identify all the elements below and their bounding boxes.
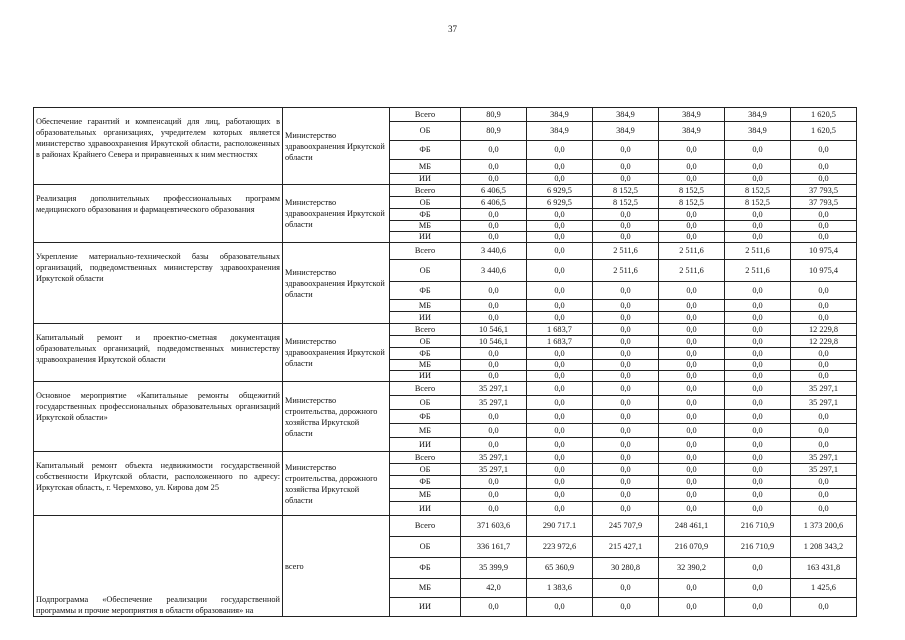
- amount-cell: 384,9: [725, 122, 791, 141]
- amount-cell: 384,9: [527, 108, 593, 122]
- amount-cell: 0,0: [461, 360, 527, 371]
- amount-cell: 1 620,5: [791, 122, 857, 141]
- funding-source: ФБ: [390, 476, 461, 489]
- amount-cell: 248 461,1: [659, 516, 725, 537]
- amount-cell: 384,9: [659, 108, 725, 122]
- amount-cell: 0,0: [461, 348, 527, 360]
- amount-cell: 0,0: [593, 360, 659, 371]
- funding-source: ФБ: [390, 209, 461, 221]
- amount-cell: 0,0: [461, 300, 527, 312]
- amount-cell: 0,0: [527, 282, 593, 300]
- amount-cell: 0,0: [461, 598, 527, 617]
- amount-cell: 0,0: [593, 598, 659, 617]
- amount-cell: 1 683,7: [527, 336, 593, 348]
- amount-cell: 0,0: [593, 452, 659, 464]
- table-row: [34, 243, 857, 260]
- amount-cell: 0,0: [461, 174, 527, 185]
- amount-cell: 0,0: [593, 174, 659, 185]
- funding-source: Всего: [390, 324, 461, 336]
- amount-cell: 0,0: [725, 312, 791, 324]
- amount-cell: 1 383,6: [527, 579, 593, 598]
- funding-source: МБ: [390, 221, 461, 232]
- responsible-executor: Министерство строительства, дорожного хозяйства Иркутской области: [283, 452, 390, 516]
- amount-cell: 0,0: [593, 348, 659, 360]
- amount-cell: 0,0: [791, 424, 857, 438]
- amount-cell: 0,0: [527, 452, 593, 464]
- amount-cell: 0,0: [461, 489, 527, 502]
- amount-cell: 0,0: [725, 489, 791, 502]
- amount-cell: 35 297,1: [461, 396, 527, 410]
- amount-cell: 0,0: [527, 424, 593, 438]
- funding-source: ОБ: [390, 537, 461, 558]
- amount-cell: 0,0: [659, 489, 725, 502]
- amount-cell: 0,0: [659, 174, 725, 185]
- amount-cell: 80,9: [461, 108, 527, 122]
- amount-cell: 0,0: [725, 382, 791, 396]
- amount-cell: 0,0: [461, 160, 527, 174]
- amount-cell: 35 297,1: [461, 452, 527, 464]
- funding-source: ИИ: [390, 502, 461, 516]
- amount-cell: 0,0: [593, 382, 659, 396]
- table-row: [34, 516, 857, 537]
- amount-cell: 163 431,8: [791, 558, 857, 579]
- amount-cell: 0,0: [659, 438, 725, 452]
- amount-cell: 10 546,1: [461, 324, 527, 336]
- funding-source: МБ: [390, 160, 461, 174]
- amount-cell: 2 511,6: [659, 260, 725, 282]
- amount-cell: 0,0: [791, 371, 857, 382]
- amount-cell: 0,0: [593, 300, 659, 312]
- amount-cell: 0,0: [527, 312, 593, 324]
- funding-source: ФБ: [390, 348, 461, 360]
- amount-cell: 0,0: [725, 476, 791, 489]
- amount-cell: 215 427,1: [593, 537, 659, 558]
- amount-cell: 216 070,9: [659, 537, 725, 558]
- amount-cell: 0,0: [725, 232, 791, 243]
- amount-cell: 2 511,6: [725, 243, 791, 260]
- amount-cell: 42,0: [461, 579, 527, 598]
- amount-cell: 0,0: [725, 360, 791, 371]
- amount-cell: 6 929,5: [527, 185, 593, 197]
- funding-source: ФБ: [390, 282, 461, 300]
- amount-cell: 0,0: [659, 410, 725, 424]
- amount-cell: 1 373 200,6: [791, 516, 857, 537]
- amount-cell: 0,0: [461, 502, 527, 516]
- funding-source: ИИ: [390, 232, 461, 243]
- amount-cell: 2 511,6: [593, 260, 659, 282]
- amount-cell: 0,0: [725, 438, 791, 452]
- amount-cell: 0,0: [527, 438, 593, 452]
- amount-cell: 0,0: [791, 282, 857, 300]
- amount-cell: 0,0: [593, 312, 659, 324]
- funding-source: ФБ: [390, 141, 461, 160]
- amount-cell: 35 297,1: [791, 452, 857, 464]
- amount-cell: 0,0: [791, 312, 857, 324]
- amount-cell: 0,0: [725, 558, 791, 579]
- amount-cell: 0,0: [527, 232, 593, 243]
- amount-cell: 0,0: [527, 464, 593, 476]
- funding-source: ФБ: [390, 410, 461, 424]
- funding-source: ОБ: [390, 122, 461, 141]
- amount-cell: 0,0: [593, 232, 659, 243]
- amount-cell: 35 399,9: [461, 558, 527, 579]
- amount-cell: 0,0: [461, 141, 527, 160]
- measure-description: Капитальный ремонт и проектно-сметная документация образовательных организаций, подведомственных министерству здравоохранения Иркутской области: [34, 324, 283, 382]
- funding-source: ОБ: [390, 464, 461, 476]
- funding-source: МБ: [390, 424, 461, 438]
- amount-cell: 0,0: [659, 348, 725, 360]
- amount-cell: 0,0: [659, 464, 725, 476]
- amount-cell: 30 280,8: [593, 558, 659, 579]
- responsible-executor: Министерство здравоохранения Иркутской области: [283, 185, 390, 243]
- amount-cell: 12 229,8: [791, 324, 857, 336]
- amount-cell: 0,0: [725, 348, 791, 360]
- amount-cell: 0,0: [593, 160, 659, 174]
- amount-cell: 6 406,5: [461, 197, 527, 209]
- amount-cell: 0,0: [593, 424, 659, 438]
- amount-cell: 0,0: [593, 579, 659, 598]
- measure-description: Основное мероприятие «Капитальные ремонты общежитий государственных профессиональных образовательных организаций Иркутской области»: [34, 382, 283, 452]
- amount-cell: 0,0: [593, 324, 659, 336]
- amount-cell: 0,0: [659, 382, 725, 396]
- funding-source: ИИ: [390, 371, 461, 382]
- funding-source: ОБ: [390, 260, 461, 282]
- amount-cell: 0,0: [791, 300, 857, 312]
- measure-description: Укрепление материально-технической базы образовательных организаций, подведомственных министерству здравоохранения Иркутской области: [34, 243, 283, 324]
- amount-cell: 12 229,8: [791, 336, 857, 348]
- funding-source: Всего: [390, 452, 461, 464]
- page-number: 37: [448, 24, 457, 34]
- amount-cell: 32 390,2: [659, 558, 725, 579]
- amount-cell: 0,0: [527, 410, 593, 424]
- amount-cell: 0,0: [461, 282, 527, 300]
- amount-cell: 384,9: [527, 122, 593, 141]
- measure-description: Обеспечение гарантий и компенсаций для лиц, работающих в образовательных организациях, учредителем которых является министерство здравоохранения Иркутской области, расположенных в районах Крайнего Севера и приравненных к ним местностях: [34, 108, 283, 185]
- amount-cell: 35 297,1: [791, 396, 857, 410]
- amount-cell: 0,0: [659, 300, 725, 312]
- amount-cell: 0,0: [461, 410, 527, 424]
- amount-cell: 0,0: [659, 360, 725, 371]
- amount-cell: 0,0: [527, 382, 593, 396]
- amount-cell: 0,0: [527, 476, 593, 489]
- amount-cell: 0,0: [593, 336, 659, 348]
- amount-cell: 8 152,5: [659, 185, 725, 197]
- measure-description: Реализация дополнительных профессиональных программ медицинского образования и фармацевтического образования: [34, 185, 283, 243]
- amount-cell: 1 425,6: [791, 579, 857, 598]
- table-row: [34, 452, 857, 464]
- amount-cell: 0,0: [527, 300, 593, 312]
- amount-cell: 1 683,7: [527, 324, 593, 336]
- amount-cell: 0,0: [659, 282, 725, 300]
- amount-cell: 0,0: [527, 260, 593, 282]
- amount-cell: 0,0: [791, 410, 857, 424]
- measure-description: Капитальный ремонт объекта недвижимости государственной собственности Иркутской области, расположенного по адресу: Иркутская область, г. Черемхово, ул. Кирова дом 25: [34, 452, 283, 516]
- amount-cell: 0,0: [659, 598, 725, 617]
- funding-source: ИИ: [390, 598, 461, 617]
- amount-cell: 0,0: [593, 396, 659, 410]
- amount-cell: 0,0: [791, 502, 857, 516]
- responsible-executor: Министерство здравоохранения Иркутской области: [283, 108, 390, 185]
- amount-cell: 0,0: [659, 232, 725, 243]
- funding-source: МБ: [390, 489, 461, 502]
- funding-source: ИИ: [390, 174, 461, 185]
- amount-cell: 245 707,9: [593, 516, 659, 537]
- amount-cell: 0,0: [659, 371, 725, 382]
- amount-cell: 80,9: [461, 122, 527, 141]
- table-row: [34, 185, 857, 197]
- amount-cell: 0,0: [725, 579, 791, 598]
- amount-cell: 8 152,5: [725, 197, 791, 209]
- funding-source: ОБ: [390, 336, 461, 348]
- responsible-executor: Министерство здравоохранения Иркутской области: [283, 324, 390, 382]
- amount-cell: 0,0: [527, 598, 593, 617]
- funding-source: ОБ: [390, 396, 461, 410]
- amount-cell: 0,0: [659, 221, 725, 232]
- funding-source: ОБ: [390, 197, 461, 209]
- amount-cell: 0,0: [659, 160, 725, 174]
- responsible-executor: Министерство здравоохранения Иркутской области: [283, 243, 390, 324]
- funding-source: Всего: [390, 108, 461, 122]
- amount-cell: 0,0: [527, 141, 593, 160]
- amount-cell: 0,0: [593, 489, 659, 502]
- amount-cell: 0,0: [725, 221, 791, 232]
- amount-cell: 1 620,5: [791, 108, 857, 122]
- funding-source: МБ: [390, 579, 461, 598]
- amount-cell: 2 511,6: [725, 260, 791, 282]
- amount-cell: 0,0: [593, 209, 659, 221]
- amount-cell: 0,0: [725, 410, 791, 424]
- amount-cell: 0,0: [725, 452, 791, 464]
- amount-cell: 0,0: [725, 598, 791, 617]
- amount-cell: 0,0: [725, 424, 791, 438]
- amount-cell: 0,0: [527, 221, 593, 232]
- amount-cell: 0,0: [659, 396, 725, 410]
- amount-cell: 0,0: [791, 160, 857, 174]
- amount-cell: 0,0: [725, 396, 791, 410]
- amount-cell: 0,0: [461, 221, 527, 232]
- amount-cell: 0,0: [659, 424, 725, 438]
- amount-cell: 0,0: [593, 371, 659, 382]
- amount-cell: 371 603,6: [461, 516, 527, 537]
- amount-cell: 65 360,9: [527, 558, 593, 579]
- amount-cell: 1 208 343,2: [791, 537, 857, 558]
- amount-cell: 0,0: [659, 324, 725, 336]
- amount-cell: 0,0: [527, 489, 593, 502]
- amount-cell: 35 297,1: [461, 464, 527, 476]
- amount-cell: 0,0: [791, 221, 857, 232]
- amount-cell: 216 710,9: [725, 516, 791, 537]
- amount-cell: 8 152,5: [659, 197, 725, 209]
- amount-cell: 2 511,6: [659, 243, 725, 260]
- amount-cell: 0,0: [791, 232, 857, 243]
- amount-cell: 0,0: [725, 371, 791, 382]
- amount-cell: 384,9: [593, 108, 659, 122]
- funding-source: Всего: [390, 243, 461, 260]
- amount-cell: 37 793,5: [791, 197, 857, 209]
- responsible-executor: Министерство строительства, дорожного хозяйства Иркутской области: [283, 382, 390, 452]
- amount-cell: 0,0: [725, 209, 791, 221]
- amount-cell: 3 440,6: [461, 243, 527, 260]
- amount-cell: 0,0: [725, 300, 791, 312]
- amount-cell: 0,0: [659, 452, 725, 464]
- amount-cell: 8 152,5: [593, 185, 659, 197]
- amount-cell: 0,0: [725, 160, 791, 174]
- amount-cell: 10 975,4: [791, 260, 857, 282]
- amount-cell: 0,0: [791, 174, 857, 185]
- amount-cell: 10 546,1: [461, 336, 527, 348]
- amount-cell: 0,0: [593, 464, 659, 476]
- amount-cell: 0,0: [725, 502, 791, 516]
- amount-cell: 0,0: [461, 312, 527, 324]
- amount-cell: 0,0: [791, 489, 857, 502]
- amount-cell: 0,0: [725, 141, 791, 160]
- amount-cell: 0,0: [659, 336, 725, 348]
- amount-cell: 0,0: [791, 476, 857, 489]
- amount-cell: 0,0: [593, 410, 659, 424]
- funding-source: МБ: [390, 360, 461, 371]
- amount-cell: 290 717.1: [527, 516, 593, 537]
- amount-cell: 2 511,6: [593, 243, 659, 260]
- amount-cell: 0,0: [725, 282, 791, 300]
- amount-cell: 3 440,6: [461, 260, 527, 282]
- amount-cell: 0,0: [527, 502, 593, 516]
- amount-cell: 0,0: [461, 232, 527, 243]
- amount-cell: 0,0: [593, 476, 659, 489]
- amount-cell: 0,0: [527, 348, 593, 360]
- amount-cell: 0,0: [527, 174, 593, 185]
- amount-cell: 0,0: [461, 438, 527, 452]
- amount-cell: 336 161,7: [461, 537, 527, 558]
- funding-source: МБ: [390, 300, 461, 312]
- amount-cell: 0,0: [791, 598, 857, 617]
- amount-cell: 37 793,5: [791, 185, 857, 197]
- amount-cell: 0,0: [461, 476, 527, 489]
- funding-source: Всего: [390, 516, 461, 537]
- amount-cell: 8 152,5: [725, 185, 791, 197]
- amount-cell: 8 152,5: [593, 197, 659, 209]
- amount-cell: 0,0: [791, 348, 857, 360]
- amount-cell: 0,0: [527, 396, 593, 410]
- amount-cell: 0,0: [659, 502, 725, 516]
- funding-source: ИИ: [390, 312, 461, 324]
- funding-source: Всего: [390, 185, 461, 197]
- amount-cell: 6 406,5: [461, 185, 527, 197]
- amount-cell: 0,0: [593, 438, 659, 452]
- amount-cell: 0,0: [725, 336, 791, 348]
- amount-cell: 0,0: [593, 221, 659, 232]
- budget-table-body: [34, 108, 857, 617]
- table-row: [34, 382, 857, 396]
- amount-cell: 10 975,4: [791, 243, 857, 260]
- amount-cell: 0,0: [461, 371, 527, 382]
- table-row: [34, 108, 857, 122]
- amount-cell: 0,0: [725, 464, 791, 476]
- amount-cell: 0,0: [659, 476, 725, 489]
- funding-source: ИИ: [390, 438, 461, 452]
- amount-cell: 0,0: [461, 424, 527, 438]
- amount-cell: 384,9: [593, 122, 659, 141]
- amount-cell: 0,0: [791, 141, 857, 160]
- responsible-executor: всего: [283, 516, 390, 617]
- amount-cell: 0,0: [791, 209, 857, 221]
- amount-cell: 0,0: [527, 243, 593, 260]
- amount-cell: 0,0: [593, 141, 659, 160]
- amount-cell: 35 297,1: [791, 382, 857, 396]
- amount-cell: 384,9: [725, 108, 791, 122]
- amount-cell: 35 297,1: [791, 464, 857, 476]
- amount-cell: 0,0: [527, 160, 593, 174]
- amount-cell: 0,0: [593, 502, 659, 516]
- table-row: [34, 324, 857, 336]
- amount-cell: 0,0: [461, 209, 527, 221]
- amount-cell: 0,0: [725, 324, 791, 336]
- amount-cell: 0,0: [527, 360, 593, 371]
- amount-cell: 384,9: [659, 122, 725, 141]
- amount-cell: 223 972,6: [527, 537, 593, 558]
- amount-cell: 216 710,9: [725, 537, 791, 558]
- amount-cell: 0,0: [659, 141, 725, 160]
- amount-cell: 0,0: [659, 209, 725, 221]
- amount-cell: 0,0: [725, 174, 791, 185]
- amount-cell: 0,0: [527, 371, 593, 382]
- amount-cell: 0,0: [791, 438, 857, 452]
- amount-cell: 0,0: [659, 312, 725, 324]
- amount-cell: 0,0: [527, 209, 593, 221]
- amount-cell: 35 297,1: [461, 382, 527, 396]
- budget-table: [33, 107, 857, 617]
- amount-cell: 0,0: [659, 579, 725, 598]
- funding-source: ФБ: [390, 558, 461, 579]
- amount-cell: 6 929,5: [527, 197, 593, 209]
- amount-cell: 0,0: [791, 360, 857, 371]
- amount-cell: 0,0: [593, 282, 659, 300]
- measure-description: Подпрограмма «Обеспечение реализации государственной программы и прочие мероприятия в области образования» на: [34, 516, 283, 617]
- funding-source: Всего: [390, 382, 461, 396]
